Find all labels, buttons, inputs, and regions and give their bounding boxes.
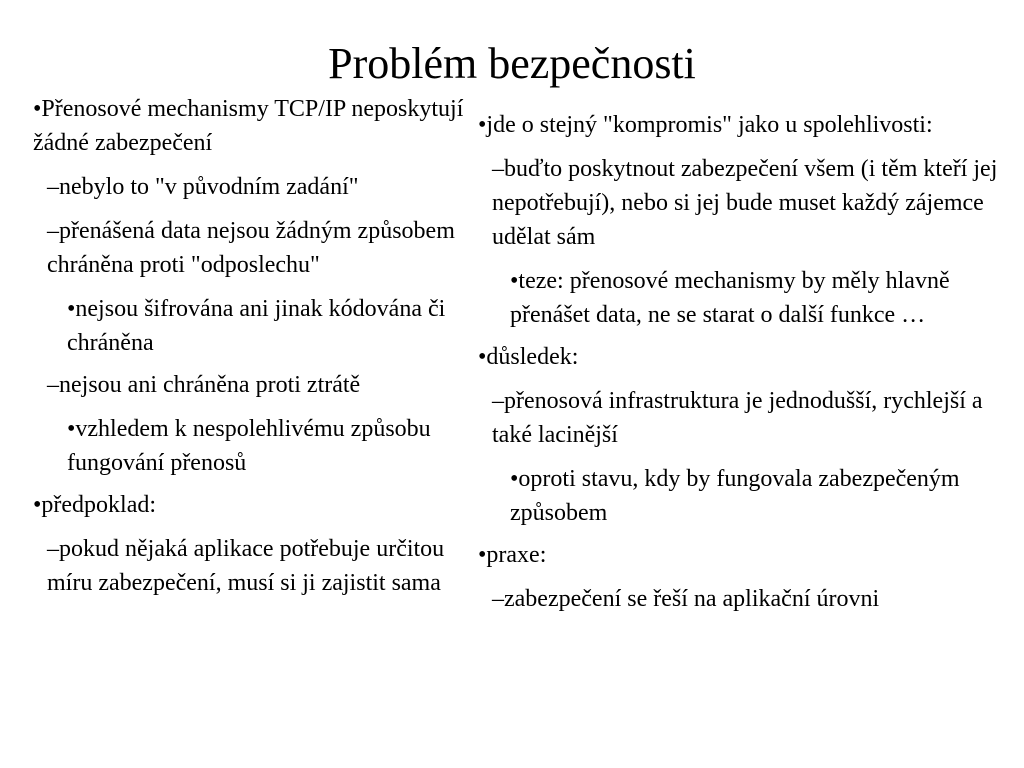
subsub-unreliable-transfer: •vzhledem k nespolehlivému způsobu fungování přenosů: [67, 416, 431, 476]
sub-not-in-original-design: –nebylo to "v původním zadání": [47, 174, 359, 200]
bullet-practice: •praxe:: [478, 542, 547, 568]
sub-not-protected-from-loss: –nejsou ani chráněna proti ztrátě: [47, 372, 361, 398]
sub-simpler-infrastructure: –přenosová infrastruktura je jednodušší, rychlejší a také lacinější: [492, 388, 983, 448]
slide-title: Problém bezpečnosti: [328, 39, 696, 88]
bullet-same-compromise: •jde o stejný "kompromis" jako u spolehlivosti:: [478, 112, 933, 138]
sub-app-must-secure-itself: –pokud nějaká aplikace potřebuje určitou míru zabezpečení, musí si ji zajistit sama: [47, 536, 445, 596]
subsub-not-encrypted: •nejsou šifrována ani jinak kódována či chráněna: [67, 296, 446, 356]
bullet-assumption: •předpoklad:: [33, 492, 157, 518]
right-column: [478, 108, 998, 626]
bullet-tcp-ip-no-security: •Přenosové mechanismy TCP/IP neposkytují žádné zabezpečení: [33, 96, 464, 156]
sub-data-not-protected: –přenášená data nejsou žádným způsobem chráněna proti "odposlechu": [47, 218, 455, 278]
subsub-compared-to-secured: •oproti stavu, kdy by fungovala zabezpečeným způsobem: [510, 466, 960, 526]
sub-security-for-all-or-self: –buďto poskytnout zabezpečení všem (i těm kteří jej nepotřebují), nebo si jej bude muset každý zájemce udělat sám: [492, 156, 998, 250]
sub-app-level-security: –zabezpečení se řeší na aplikační úrovni: [492, 586, 880, 612]
left-column: [33, 92, 483, 610]
subsub-thesis: •teze: přenosové mechanismy by měly hlavně přenášet data, ne se starat o další funkce …: [510, 268, 950, 328]
bullet-consequence: •důsledek:: [478, 344, 579, 370]
